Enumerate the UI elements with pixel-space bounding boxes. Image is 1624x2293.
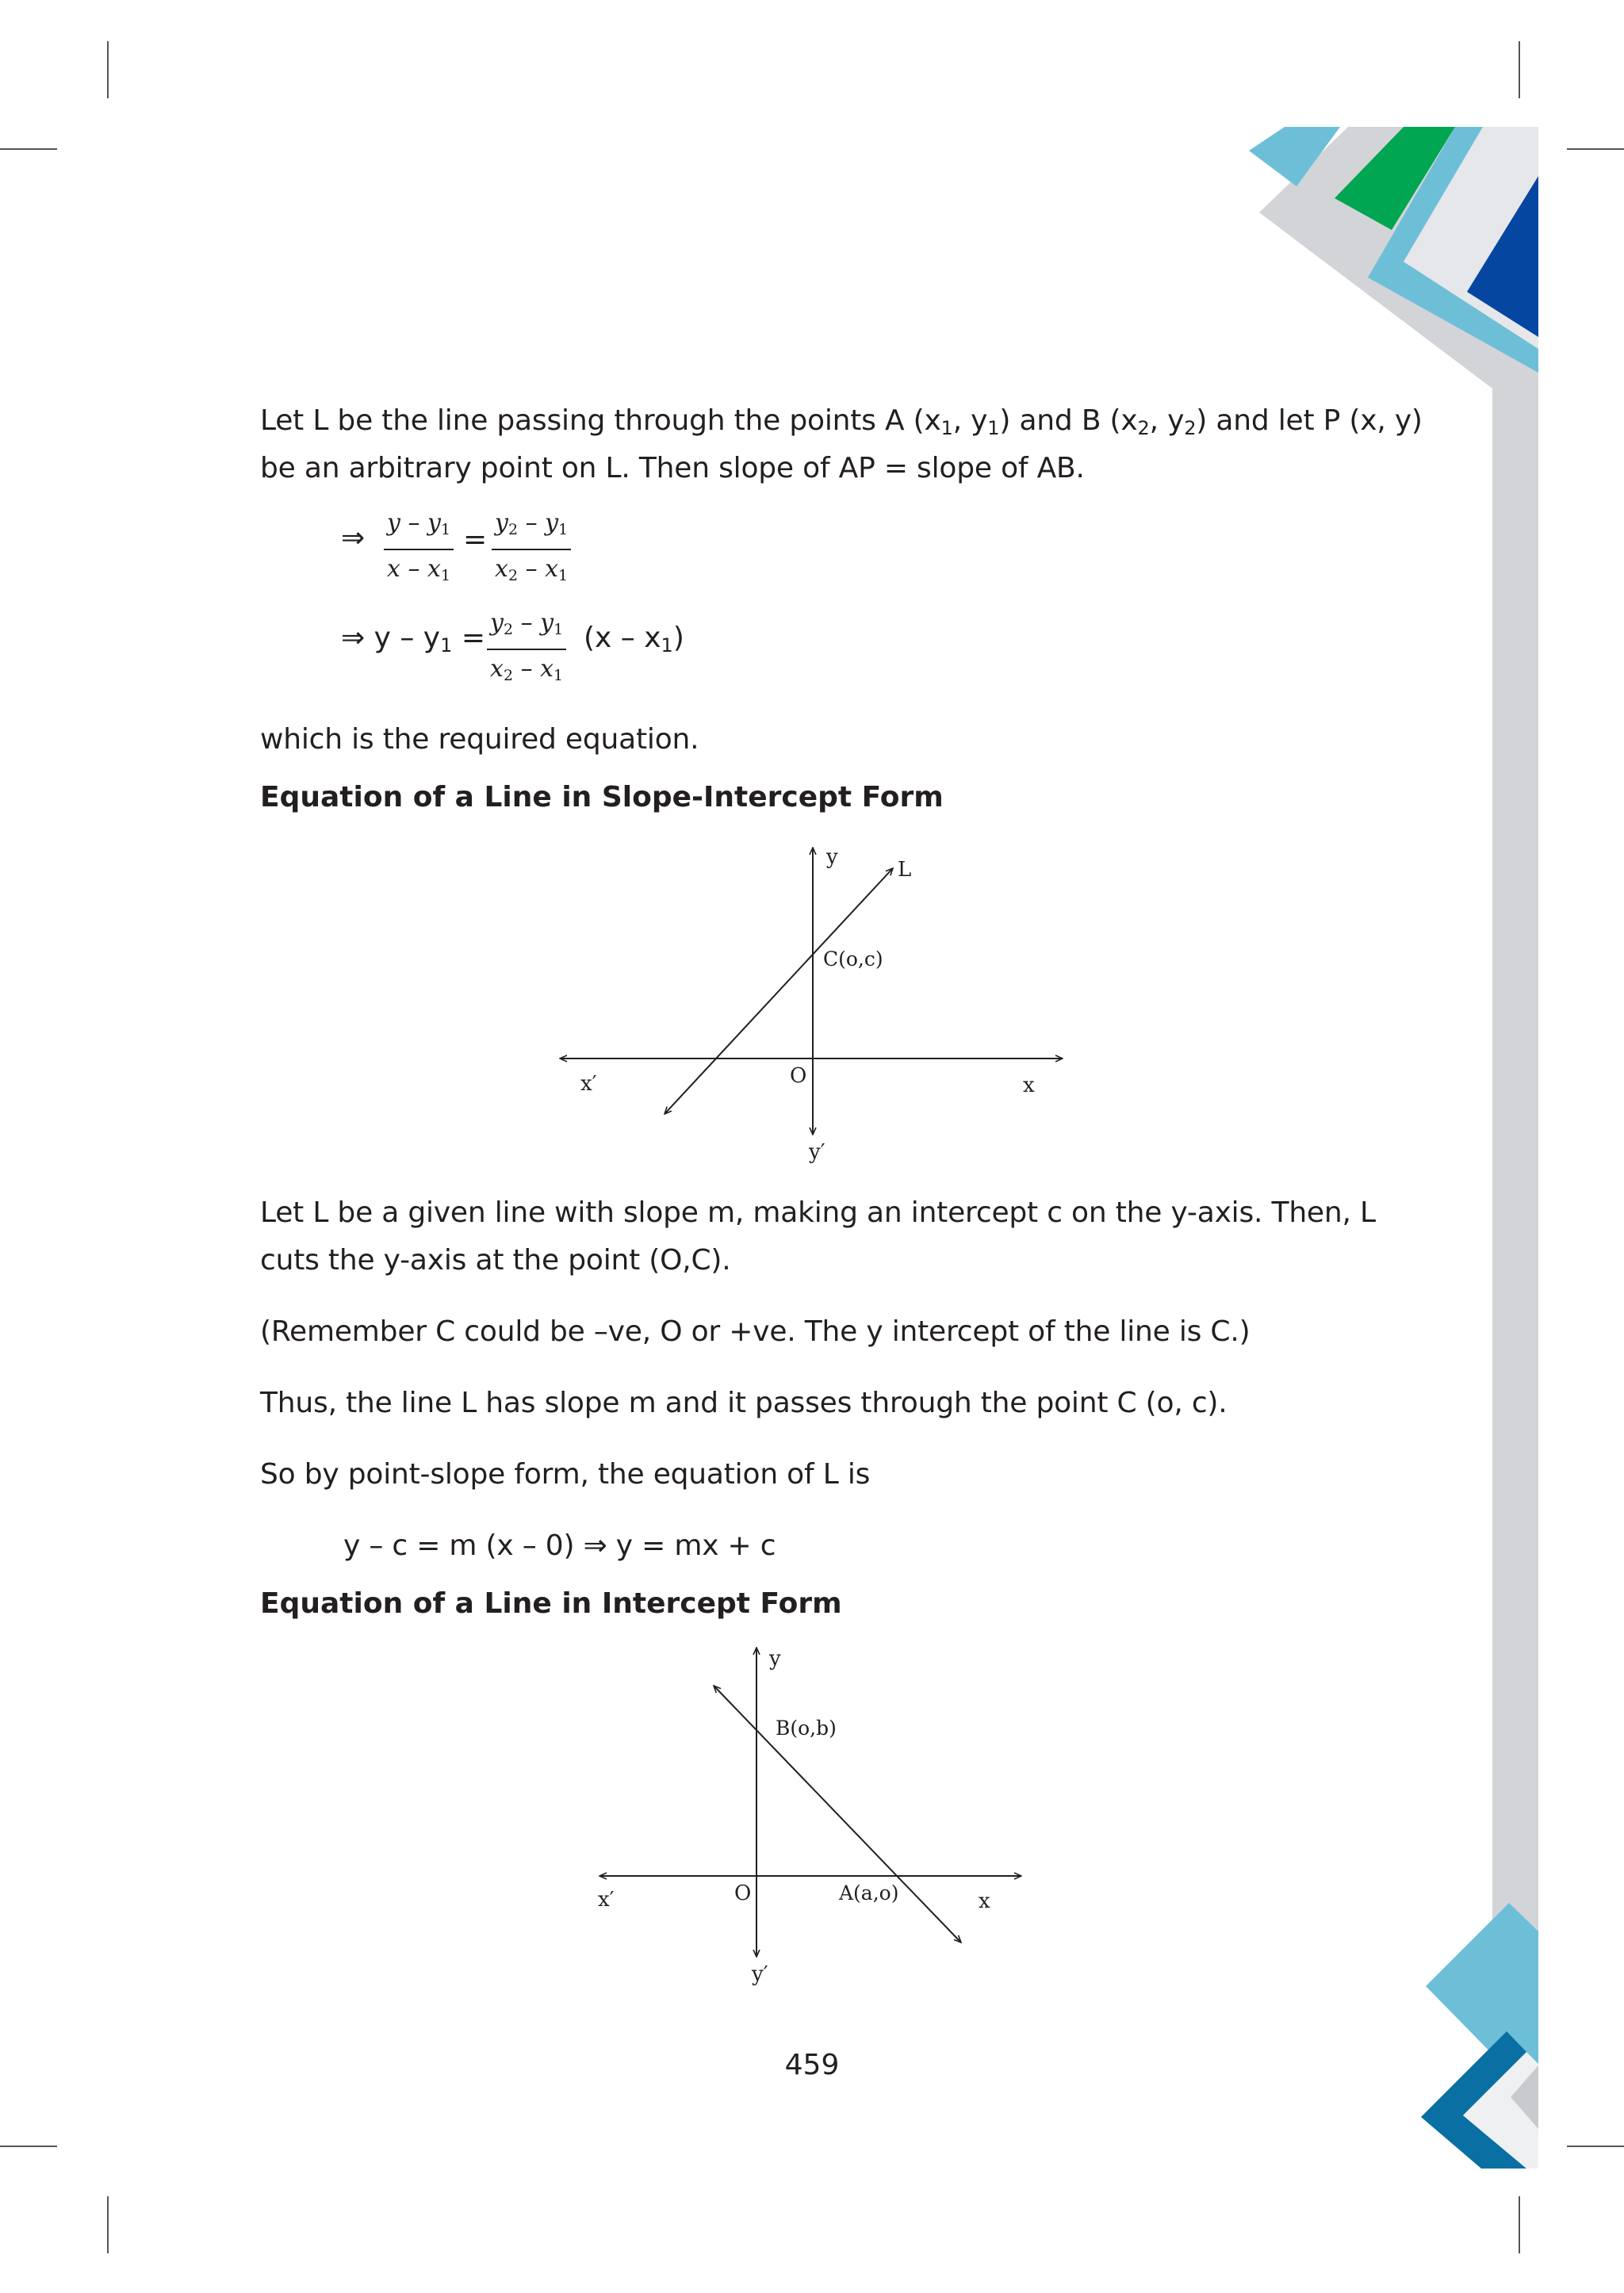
label-L: L (898, 858, 912, 882)
label-y: y (826, 845, 838, 869)
fraction-rhs: $\frac{y_2 - y_1}{x_2 - x_1}$ (492, 507, 571, 591)
label-C: C(o,c) (823, 947, 883, 970)
label-xprime: x′ (580, 1072, 597, 1096)
paragraph-line: cuts the y-axis at the point (O,C). (260, 1244, 731, 1277)
equation-line: y – c = m (x – 0) ⇒ y = mx + c (343, 1529, 776, 1562)
paragraph-line: (Remember C could be –ve, O or +ve. The y intercept of the line is C.) (260, 1315, 1251, 1348)
label-x: x (1023, 1074, 1035, 1097)
page-number: 459 (784, 2049, 840, 2081)
label-yprime: y′ (752, 1962, 768, 1986)
paragraph-line: Thus, the line L has slope m and it passes through the point C (o, c). (260, 1387, 1228, 1419)
section-heading: Equation of a Line in Slope-Intercept Form (260, 781, 944, 813)
label-xprime: x′ (598, 1888, 615, 1912)
paragraph-line: So by point-slope form, the equation of L is (260, 1458, 871, 1491)
intercept-form-diagram (587, 1641, 1031, 1990)
fraction-lhs: $\frac{y - y_1}{x - x_1}$ (384, 507, 454, 591)
label-x: x (979, 1889, 990, 1913)
label-yprime: y′ (809, 1140, 825, 1164)
label-y: y (769, 1647, 781, 1671)
equation-prefix: ⇒ y – $y_1$ = (341, 622, 485, 657)
paragraph-line: be an arbitrary point on L. Then slope of AP = slope of AB. (260, 452, 1085, 484)
paragraph-line: which is the required equation. (260, 723, 699, 756)
paragraph-line: Let L be the line passing through the points A ($x_1$, $y_1$) and B ($x_2$, $y_2$) and let P (x, y) (260, 404, 1423, 439)
equals-symbol: = (463, 523, 488, 556)
label-O: O (790, 1064, 807, 1088)
equation-suffix: $(x - x_1)$ (584, 622, 684, 657)
label-A: A(a,o) (839, 1881, 899, 1904)
line-L (665, 868, 893, 1114)
label-O: O (734, 1881, 752, 1905)
section-heading: Equation of a Line in Intercept Form (260, 1587, 842, 1620)
sidebar-strip (1492, 389, 1538, 2165)
paragraph-line: Let L be a given line with slope m, making an intercept c on the y-axis. Then, L (260, 1196, 1376, 1229)
fraction-slope: $\frac{y_2 - y_1}{x_2 - x_1}$ (487, 607, 566, 691)
slope-intercept-diagram (547, 836, 1086, 1169)
implies-symbol: ⇒ (341, 522, 366, 554)
label-B: B(o,b) (776, 1717, 837, 1740)
